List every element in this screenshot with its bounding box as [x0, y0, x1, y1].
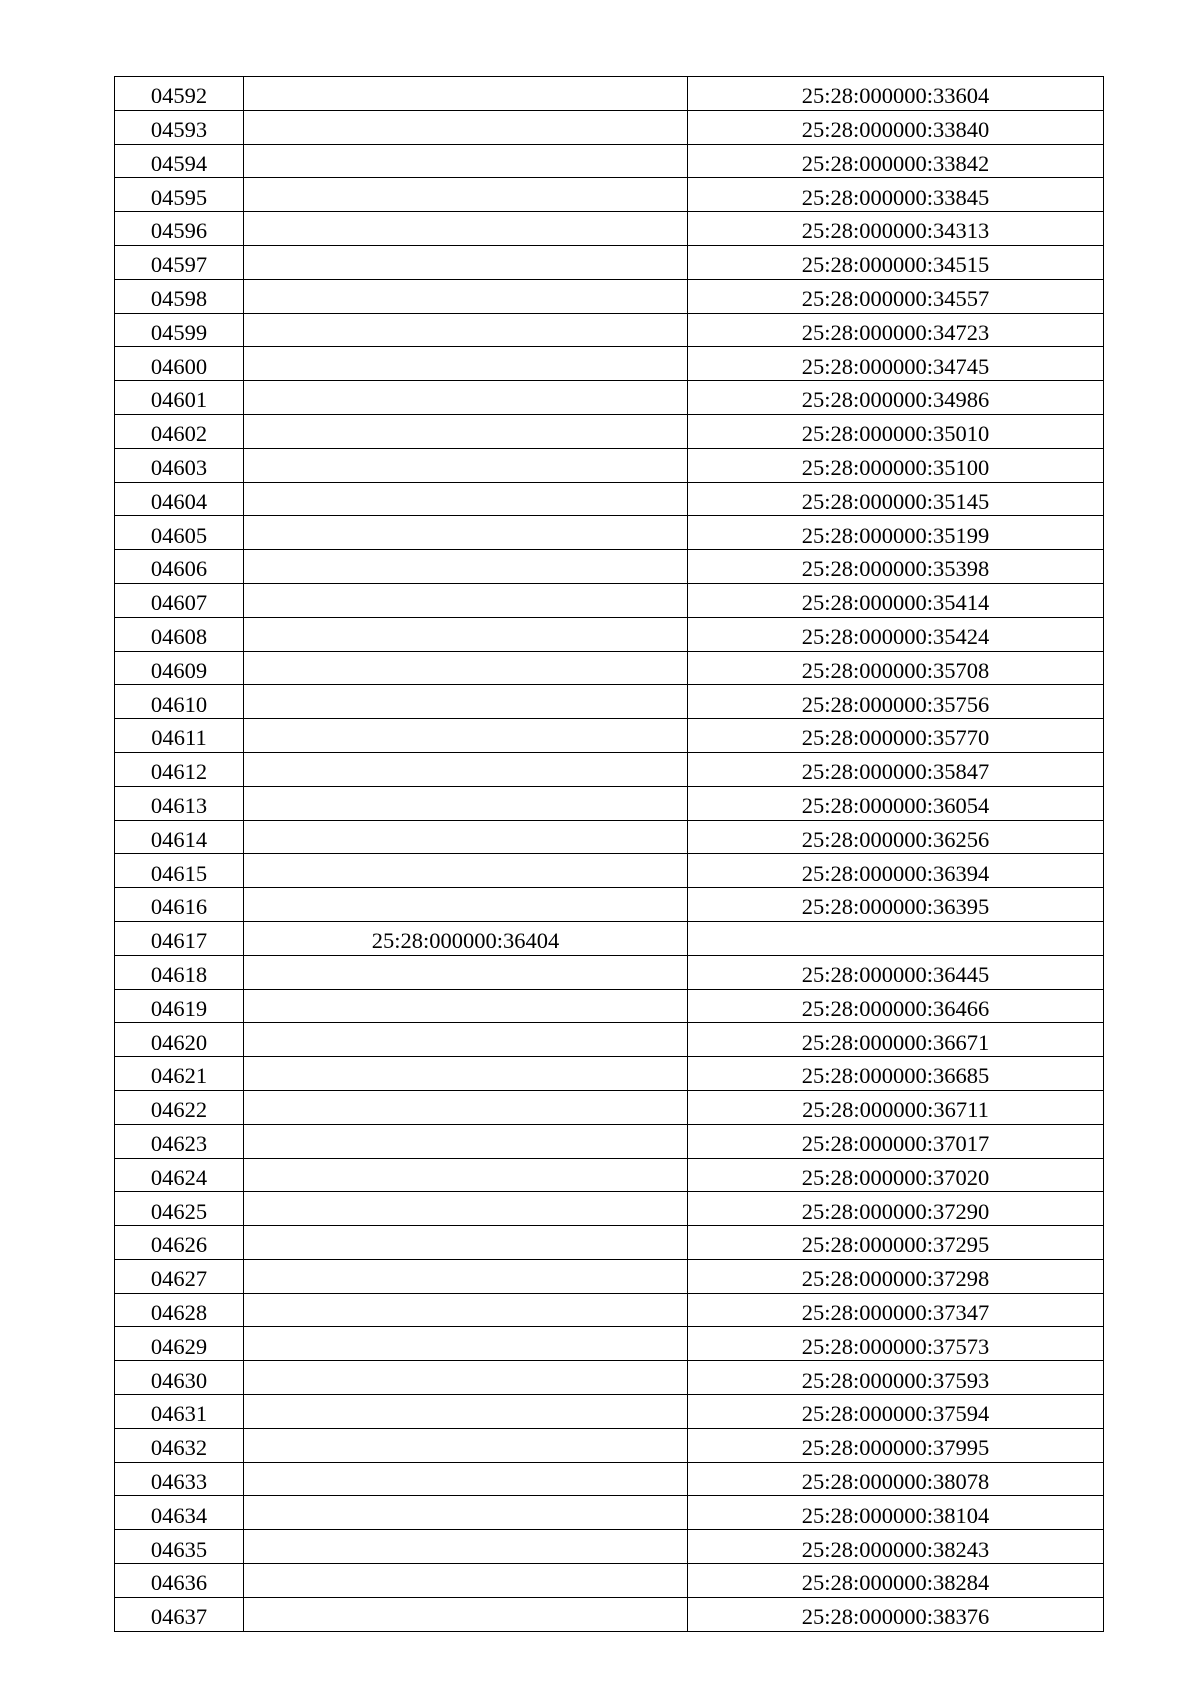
cadastral-number-cell-current-text: 25:28:000000:34313: [801, 218, 990, 244]
cadastral-number-cell-current-text: 25:28:000000:33845: [801, 184, 990, 210]
row-number-cell: [115, 989, 244, 1023]
row-number-cell: [115, 448, 244, 482]
cadastral-number-cell-previous: [244, 144, 688, 178]
cadastral-number-cell-current-text: 25:28:000000:35847: [801, 759, 990, 785]
row-number-cell-text: 04602: [150, 421, 208, 447]
cadastral-number-cell-current: [688, 245, 1104, 279]
cadastral-number-cell-previous: [244, 1462, 688, 1496]
table-row: [115, 1192, 1104, 1226]
table-row: [115, 854, 1104, 888]
row-number-cell-text: 04601: [150, 387, 208, 413]
row-number-cell: [115, 1226, 244, 1260]
row-number-cell-text: 04617: [150, 928, 208, 954]
cadastral-number-cell-current: [688, 347, 1104, 381]
cadastral-number-cell-current-text: 25:28:000000:37020: [801, 1164, 990, 1190]
cadastral-number-cell-previous: [244, 1259, 688, 1293]
cadastral-number-cell-current: [688, 1226, 1104, 1260]
cadastral-number-cell-current-text: 25:28:000000:36054: [801, 793, 990, 819]
cadastral-number-cell-current: [688, 617, 1104, 651]
row-number-cell-text: 04614: [150, 826, 208, 852]
table-row: [115, 313, 1104, 347]
cadastral-number-cell-current: [688, 279, 1104, 313]
table-row: [115, 1361, 1104, 1395]
cadastral-number-cell-current-text: 25:28:000000:36445: [801, 962, 990, 988]
table-row: [115, 1564, 1104, 1598]
cadastral-number-cell-previous: [244, 1023, 688, 1057]
cadastral-number-cell-current: [688, 651, 1104, 685]
row-number-cell: [115, 685, 244, 719]
cadastral-number-cell-current-text: 25:28:000000:35145: [801, 488, 990, 514]
cadastral-number-cell-previous: [244, 414, 688, 448]
row-number-cell: [115, 1124, 244, 1158]
cadastral-number-cell-current-text: 25:28:000000:35398: [801, 556, 990, 582]
cadastral-number-cell-current-text: 25:28:000000:34723: [801, 319, 990, 345]
table-row: [115, 178, 1104, 212]
cadastral-number-cell-previous: [244, 212, 688, 246]
cadastral-number-cell-previous: [244, 178, 688, 212]
cadastral-number-cell-current: [688, 381, 1104, 415]
row-number-cell-text: 04592: [150, 83, 208, 109]
table-row: [115, 651, 1104, 685]
row-number-cell: [115, 651, 244, 685]
row-number-cell-text: 04627: [150, 1266, 208, 1292]
cadastral-number-cell-current-text: 25:28:000000:37347: [801, 1299, 990, 1325]
cadastral-number-cell-current: [688, 1361, 1104, 1395]
row-number-cell-text: 04604: [150, 488, 208, 514]
cadastral-number-table: [114, 76, 1104, 1632]
cadastral-number-cell-current: [688, 719, 1104, 753]
cadastral-number-cell-current: [688, 1192, 1104, 1226]
row-number-cell-text: 04631: [150, 1401, 208, 1427]
cadastral-number-cell-current-text: 25:28:000000:38104: [801, 1502, 990, 1528]
cadastral-number-cell-current-text: 25:28:000000:38284: [801, 1570, 990, 1596]
cadastral-number-cell-previous: [244, 381, 688, 415]
table-row: [115, 110, 1104, 144]
table-row: [115, 414, 1104, 448]
row-number-cell-text: 04597: [150, 252, 208, 278]
cadastral-number-cell-previous: [244, 1124, 688, 1158]
table-row: [115, 617, 1104, 651]
cadastral-number-cell-current-text: 25:28:000000:36395: [801, 894, 990, 920]
cadastral-number-cell-previous: [244, 482, 688, 516]
cadastral-number-cell-current: [688, 786, 1104, 820]
table-row: [115, 381, 1104, 415]
cadastral-number-cell-previous: [244, 1090, 688, 1124]
cadastral-number-cell-previous: [244, 888, 688, 922]
cadastral-number-cell-previous: [244, 854, 688, 888]
cadastral-number-cell-current-text: 25:28:000000:35424: [801, 624, 990, 650]
row-number-cell-text: 04619: [150, 995, 208, 1021]
row-number-cell-text: 04628: [150, 1299, 208, 1325]
row-number-cell: [115, 921, 244, 955]
row-number-cell: [115, 212, 244, 246]
cadastral-number-cell-current-text: 25:28:000000:38078: [801, 1468, 990, 1494]
cadastral-number-cell-current-text: 25:28:000000:37017: [801, 1131, 990, 1156]
table-row: [115, 1057, 1104, 1091]
cadastral-number-cell-current: [688, 144, 1104, 178]
row-number-cell: [115, 414, 244, 448]
cadastral-number-cell-current: [688, 921, 1104, 955]
table-row: [115, 77, 1104, 111]
table-row: [115, 245, 1104, 279]
row-number-cell: [115, 752, 244, 786]
cadastral-number-cell-current: [688, 516, 1104, 550]
cadastral-number-cell-previous: [244, 786, 688, 820]
cadastral-number-cell-current-text: 25:28:000000:37593: [801, 1367, 990, 1393]
row-number-cell: [115, 1259, 244, 1293]
row-number-cell: [115, 617, 244, 651]
table-row: [115, 583, 1104, 617]
row-number-cell-text: 04608: [150, 624, 208, 650]
row-number-cell: [115, 888, 244, 922]
row-number-cell-text: 04605: [150, 522, 208, 548]
row-number-cell-text: 04606: [150, 556, 208, 582]
cadastral-number-cell-current-text: 25:28:000000:38376: [801, 1604, 990, 1630]
row-number-cell: [115, 955, 244, 989]
row-number-cell: [115, 1293, 244, 1327]
row-number-cell: [115, 77, 244, 111]
row-number-cell-text: 04630: [150, 1367, 208, 1393]
table-row: [115, 888, 1104, 922]
cadastral-number-cell-previous: [244, 921, 688, 955]
table-row: [115, 752, 1104, 786]
cadastral-number-cell-current: [688, 820, 1104, 854]
row-number-cell: [115, 110, 244, 144]
row-number-cell-text: 04621: [150, 1063, 208, 1089]
cadastral-number-cell-previous: [244, 752, 688, 786]
table-row: [115, 212, 1104, 246]
cadastral-number-cell-current-text: 25:28:000000:34515: [801, 252, 990, 278]
cadastral-number-cell-previous: [244, 279, 688, 313]
cadastral-number-cell-current: [688, 1124, 1104, 1158]
table-row: [115, 1023, 1104, 1057]
cadastral-number-cell-current: [688, 989, 1104, 1023]
table-row: [115, 955, 1104, 989]
row-number-cell-text: 04634: [150, 1502, 208, 1528]
cadastral-number-cell-previous: [244, 955, 688, 989]
table-row: [115, 1259, 1104, 1293]
table-row: [115, 989, 1104, 1023]
cadastral-number-cell-current-text: 25:28:000000:38243: [801, 1536, 990, 1562]
cadastral-number-cell-current-text: 25:28:000000:34557: [801, 286, 990, 312]
row-number-cell: [115, 1361, 244, 1395]
row-number-cell: [115, 178, 244, 212]
table-row: [115, 1293, 1104, 1327]
cadastral-number-cell-current-text: 25:28:000000:33840: [801, 117, 990, 143]
row-number-cell: [115, 820, 244, 854]
row-number-cell: [115, 1192, 244, 1226]
row-number-cell: [115, 347, 244, 381]
row-number-cell: [115, 245, 244, 279]
cadastral-number-cell-previous: [244, 719, 688, 753]
cadastral-number-cell-previous: [244, 313, 688, 347]
cadastral-number-cell-previous: [244, 583, 688, 617]
cadastral-number-cell-previous: [244, 516, 688, 550]
cadastral-number-cell-previous: [244, 1564, 688, 1598]
cadastral-number-cell-previous: [244, 550, 688, 584]
row-number-cell-text: 04618: [150, 962, 208, 988]
cadastral-number-cell-previous: [244, 989, 688, 1023]
row-number-cell-text: 04633: [150, 1468, 208, 1494]
table-row: [115, 685, 1104, 719]
cadastral-number-cell-previous: [244, 1226, 688, 1260]
cadastral-number-cell-current-text: 25:28:000000:33842: [801, 150, 990, 176]
cadastral-number-cell-current: [688, 1530, 1104, 1564]
cadastral-number-cell-current: [688, 1158, 1104, 1192]
row-number-cell-text: 04620: [150, 1029, 208, 1055]
cadastral-number-cell-current-text: 25:28:000000:34986: [801, 387, 990, 413]
cadastral-number-cell-current: [688, 685, 1104, 719]
cadastral-number-cell-current: [688, 1327, 1104, 1361]
table-row: [115, 1496, 1104, 1530]
cadastral-number-cell-current-text: 25:28:000000:37298: [801, 1266, 990, 1292]
cadastral-number-cell-current-text: 25:28:000000:35708: [801, 657, 990, 683]
row-number-cell: [115, 482, 244, 516]
cadastral-number-cell-current-text: 25:28:000000:33604: [801, 83, 990, 109]
row-number-cell-text: 04609: [150, 657, 208, 683]
table-row: [115, 448, 1104, 482]
row-number-cell: [115, 1327, 244, 1361]
cadastral-number-cell-current: [688, 212, 1104, 246]
cadastral-number-cell-previous: [244, 448, 688, 482]
row-number-cell-text: 04625: [150, 1198, 208, 1224]
table-row: [115, 786, 1104, 820]
table-row: [115, 719, 1104, 753]
cadastral-number-cell-previous: [244, 347, 688, 381]
row-number-cell-text: 04593: [150, 117, 208, 143]
cadastral-number-cell-current: [688, 178, 1104, 212]
cadastral-number-cell-current-text: 25:28:000000:36394: [801, 860, 990, 886]
row-number-cell-text: 04616: [150, 894, 208, 920]
cadastral-number-cell-current-text: 25:28:000000:35756: [801, 691, 990, 717]
row-number-cell-text: 04603: [150, 455, 208, 481]
table-row: [115, 1090, 1104, 1124]
cadastral-number-cell-current: [688, 1057, 1104, 1091]
cadastral-number-cell-previous: [244, 1327, 688, 1361]
row-number-cell: [115, 313, 244, 347]
row-number-cell: [115, 1090, 244, 1124]
cadastral-number-cell-previous-text: 25:28:000000:36404: [371, 928, 560, 954]
cadastral-number-cell-current: [688, 482, 1104, 516]
cadastral-number-cell-previous: [244, 1293, 688, 1327]
cadastral-number-cell-previous: [244, 1158, 688, 1192]
cadastral-number-cell-current-text: 25:28:000000:37995: [801, 1435, 990, 1461]
cadastral-number-cell-current: [688, 414, 1104, 448]
table-row: [115, 482, 1104, 516]
row-number-cell: [115, 719, 244, 753]
table-row: [115, 921, 1104, 955]
cadastral-number-cell-previous: [244, 617, 688, 651]
row-number-cell-text: 04624: [150, 1164, 208, 1190]
table-body: [115, 77, 1104, 1632]
cadastral-number-cell-current: [688, 1496, 1104, 1530]
cadastral-number-cell-current: [688, 1293, 1104, 1327]
cadastral-number-cell-current-text: 25:28:000000:36256: [801, 826, 990, 852]
row-number-cell-text: 04622: [150, 1097, 208, 1123]
table-row: [115, 347, 1104, 381]
row-number-cell-text: 04611: [151, 725, 207, 751]
row-number-cell-text: 04607: [150, 590, 208, 616]
table-row: [115, 144, 1104, 178]
row-number-cell: [115, 1158, 244, 1192]
row-number-cell-text: 04599: [150, 319, 208, 345]
cadastral-number-cell-current: [688, 313, 1104, 347]
table-row: [115, 1158, 1104, 1192]
row-number-cell-text: 04626: [150, 1232, 208, 1258]
cadastral-number-cell-current: [688, 1428, 1104, 1462]
cadastral-number-cell-current: [688, 1597, 1104, 1631]
cadastral-number-cell-current: [688, 854, 1104, 888]
cadastral-number-cell-current-text: 25:28:000000:34745: [801, 353, 990, 379]
row-number-cell: [115, 144, 244, 178]
row-number-cell: [115, 854, 244, 888]
cadastral-number-cell-previous: [244, 1361, 688, 1395]
row-number-cell-text: 04636: [150, 1570, 208, 1596]
table-row: [115, 1597, 1104, 1631]
table-row: [115, 1462, 1104, 1496]
table-row: [115, 820, 1104, 854]
table-row: [115, 1395, 1104, 1429]
cadastral-number-cell-current: [688, 1395, 1104, 1429]
row-number-cell: [115, 583, 244, 617]
row-number-cell: [115, 1428, 244, 1462]
cadastral-number-cell-current-text: 25:28:000000:37290: [801, 1198, 990, 1224]
row-number-cell: [115, 1530, 244, 1564]
cadastral-number-cell-current: [688, 1462, 1104, 1496]
cadastral-number-cell-current: [688, 550, 1104, 584]
cadastral-number-cell-current: [688, 1564, 1104, 1598]
row-number-cell: [115, 1395, 244, 1429]
cadastral-number-cell-current-text: 25:28:000000:37594: [801, 1401, 990, 1427]
cadastral-number-cell-current-text: 25:28:000000:36711: [802, 1097, 989, 1123]
cadastral-number-cell-current: [688, 77, 1104, 111]
cadastral-number-cell-current-text: 25:28:000000:35100: [801, 455, 990, 481]
table-row: [115, 279, 1104, 313]
cadastral-number-cell-current-text: 25:28:000000:35010: [801, 421, 990, 447]
table-row: [115, 1327, 1104, 1361]
cadastral-number-cell-previous: [244, 77, 688, 111]
cadastral-number-cell-previous: [244, 1395, 688, 1429]
table-row: [115, 1530, 1104, 1564]
table-row: [115, 1226, 1104, 1260]
cadastral-number-cell-previous: [244, 1192, 688, 1226]
cadastral-number-cell-previous: [244, 1530, 688, 1564]
cadastral-number-cell-current: [688, 1090, 1104, 1124]
cadastral-number-cell-previous: [244, 1057, 688, 1091]
row-number-cell-text: 04594: [150, 150, 208, 176]
row-number-cell: [115, 516, 244, 550]
cadastral-number-cell-current: [688, 448, 1104, 482]
table-row: [115, 1428, 1104, 1462]
cadastral-number-cell-current-text: 25:28:000000:36466: [801, 995, 990, 1021]
cadastral-number-cell-current: [688, 888, 1104, 922]
row-number-cell: [115, 1023, 244, 1057]
cadastral-number-cell-current: [688, 955, 1104, 989]
row-number-cell-text: 04623: [150, 1131, 208, 1156]
cadastral-number-cell-previous: [244, 245, 688, 279]
row-number-cell-text: 04637: [150, 1604, 208, 1630]
row-number-cell-text: 04615: [150, 860, 208, 886]
row-number-cell-text: 04635: [150, 1536, 208, 1562]
row-number-cell: [115, 1462, 244, 1496]
cadastral-number-cell-current-text: 25:28:000000:36685: [801, 1063, 990, 1089]
cadastral-number-cell-previous: [244, 685, 688, 719]
row-number-cell: [115, 786, 244, 820]
row-number-cell-text: 04595: [150, 184, 208, 210]
cadastral-number-cell-current-text: 25:28:000000:37295: [801, 1232, 990, 1258]
cadastral-number-cell-previous: [244, 1597, 688, 1631]
row-number-cell-text: 04596: [150, 218, 208, 244]
cadastral-number-cell-previous: [244, 1428, 688, 1462]
row-number-cell: [115, 1597, 244, 1631]
row-number-cell: [115, 1057, 244, 1091]
cadastral-number-cell-previous: [244, 1496, 688, 1530]
row-number-cell-text: 04632: [150, 1435, 208, 1461]
cadastral-number-cell-current: [688, 752, 1104, 786]
cadastral-number-cell-previous: [244, 110, 688, 144]
row-number-cell: [115, 1496, 244, 1530]
cadastral-number-cell-previous: [244, 651, 688, 685]
row-number-cell-text: 04598: [150, 286, 208, 312]
cadastral-number-cell-current-text: 25:28:000000:37573: [801, 1333, 990, 1359]
row-number-cell-text: 04610: [150, 691, 208, 717]
row-number-cell-text: 04629: [150, 1333, 208, 1359]
cadastral-number-cell-current: [688, 583, 1104, 617]
row-number-cell-text: 04600: [150, 353, 208, 379]
cadastral-number-cell-current: [688, 110, 1104, 144]
row-number-cell: [115, 1564, 244, 1598]
row-number-cell: [115, 550, 244, 584]
cadastral-number-cell-previous: [244, 820, 688, 854]
row-number-cell: [115, 279, 244, 313]
table-row: [115, 550, 1104, 584]
cadastral-number-cell-current-text: 25:28:000000:35770: [801, 725, 990, 751]
cadastral-number-cell-current: [688, 1023, 1104, 1057]
table-row: [115, 516, 1104, 550]
cadastral-number-cell-current-text: 25:28:000000:35199: [801, 522, 990, 548]
row-number-cell-text: 04612: [150, 759, 208, 785]
cadastral-number-cell-current: [688, 1259, 1104, 1293]
row-number-cell: [115, 381, 244, 415]
cadastral-number-cell-current-text: 25:28:000000:35414: [801, 590, 990, 616]
cadastral-number-cell-current-text: 25:28:000000:36671: [801, 1029, 990, 1055]
row-number-cell-text: 04613: [150, 793, 208, 819]
table-row: [115, 1124, 1104, 1158]
